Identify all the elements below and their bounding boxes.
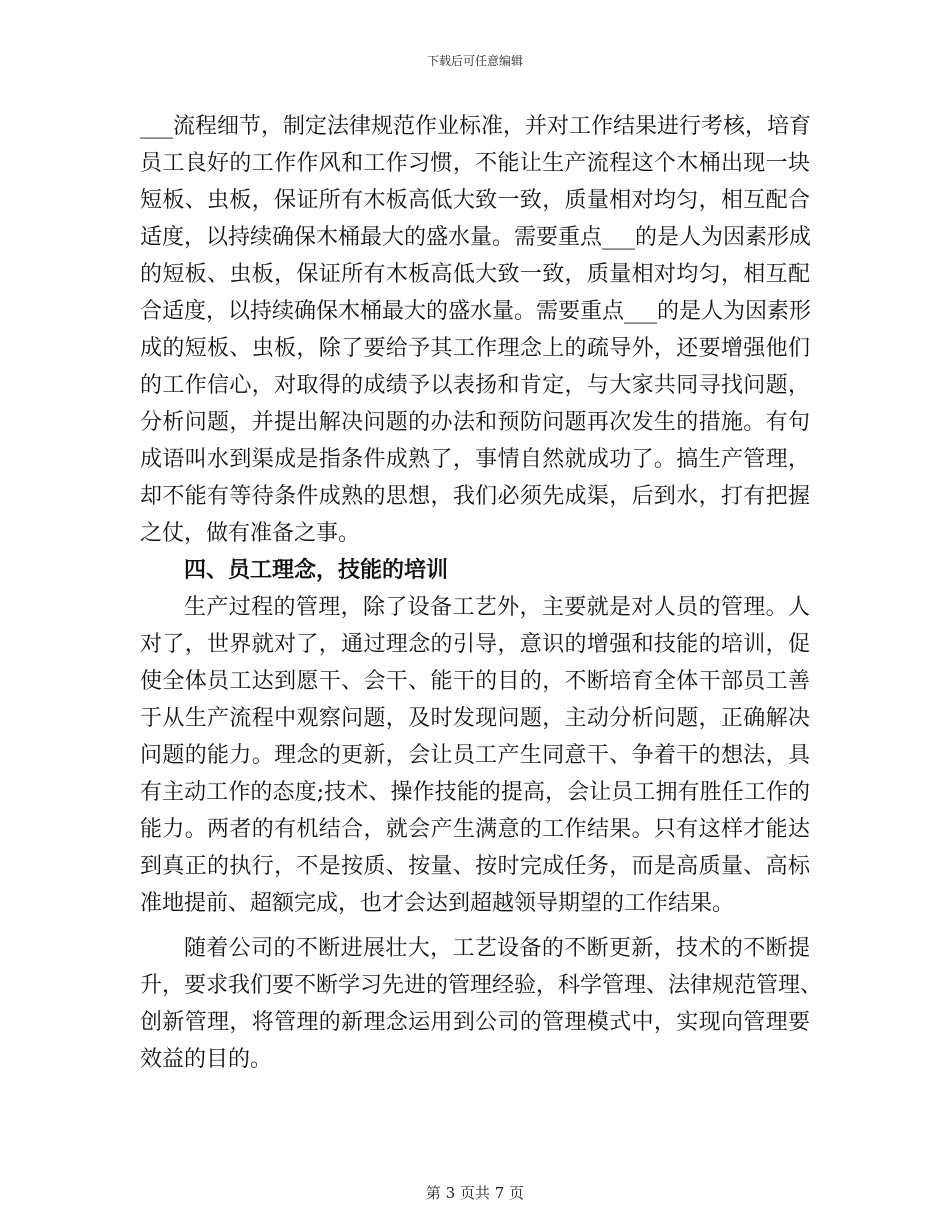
document-body <box>140 108 823 1078</box>
paragraph-3 <box>140 930 823 1078</box>
text-line: 准地提前、超额完成，也才会达到超越领导期望的工作结果。 <box>140 891 735 916</box>
text-line: 却不能有等待条件成熟的思想，我们必须先成渠，后到水，打有把握 <box>140 484 810 509</box>
page-footer: 第 3 页共 7 页 <box>425 1184 525 1202</box>
text-line: 员工良好的工作作风和工作习惯，不能让生产流程这个木桶出现一块 <box>140 151 810 176</box>
text-line: 合适度，以持续确保木桶最大的盛水量。需要重点___的是人为因素形 <box>140 299 812 324</box>
paragraph-1 <box>140 108 810 552</box>
text-line: 成的短板、虫板，除了要给予其工作理念上的疏导外，还要增强他们 <box>140 336 810 361</box>
text-line: 到真正的执行，不是按质、按量、按时完成任务，而是高质量、高标 <box>140 854 810 879</box>
text-line: 效益的目的。 <box>140 1047 273 1072</box>
text-line: 对了，世界就对了，通过理念的引导，意识的增强和技能的培训，促 <box>140 632 810 657</box>
text-line: 创新管理，将管理的新理念运用到公司的管理模式中，实现向管理要 <box>140 1010 810 1035</box>
text-line: 短板、虫板，保证所有木板高低大致一致，质量相对均匀，相互配合 <box>140 188 810 213</box>
text-line: ___流程细节，制定法律规范作业标准，并对工作结果进行考核，培育 <box>140 114 812 139</box>
text-line: 适度，以持续确保木桶最大的盛水量。需要重点___的是人为因素形成 <box>140 225 812 250</box>
text-line: 成语叫水到渠成是指条件成熟了，事情自然就成功了。搞生产管理， <box>140 447 810 472</box>
text-line: 的工作信心，对取得的成绩予以表扬和肯定，与大家共同寻找问题， <box>140 373 810 398</box>
text-line: 有主动工作的态度;技术、操作技能的提高，会让员工拥有胜任工作的 <box>140 780 810 805</box>
text-line: 于从生产流程中观察问题，及时发现问题，主动分析问题，正确解决 <box>140 706 810 731</box>
text-line: 能力。两者的有机结合，就会产生满意的工作结果。只有这样才能达 <box>140 817 810 842</box>
text-line: 问题的能力。理念的更新，会让员工产生同意干、争着干的想法，具 <box>140 743 810 768</box>
text-line: 之仗，做有准备之事。 <box>140 521 361 546</box>
paragraph-gap <box>140 922 810 930</box>
page-header: 下载后可任意编辑 <box>426 54 523 68</box>
text-line: 随着公司的不断进展壮大，工艺设备的不断更新，技术的不断提 <box>184 936 810 961</box>
section-heading: 四、员工理念，技能的培训 <box>184 558 449 583</box>
text-line: 的短板、虫板，保证所有木板高低大致一致，质量相对均匀，相互配 <box>140 262 810 287</box>
text-line: 使全体员工达到愿干、会干、能干的目的，不断培育全体干部员工善 <box>140 669 810 694</box>
text-line: 升，要求我们要不断学习先进的管理经验，科学管理、法律规范管理、 <box>140 973 823 998</box>
text-line: 分析问题，并提出解决问题的办法和预防问题再次发生的措施。有句 <box>140 410 810 435</box>
text-line: 生产过程的管理，除了设备工艺外，主要就是对人员的管理。人 <box>184 595 810 620</box>
paragraph-2 <box>140 589 810 922</box>
